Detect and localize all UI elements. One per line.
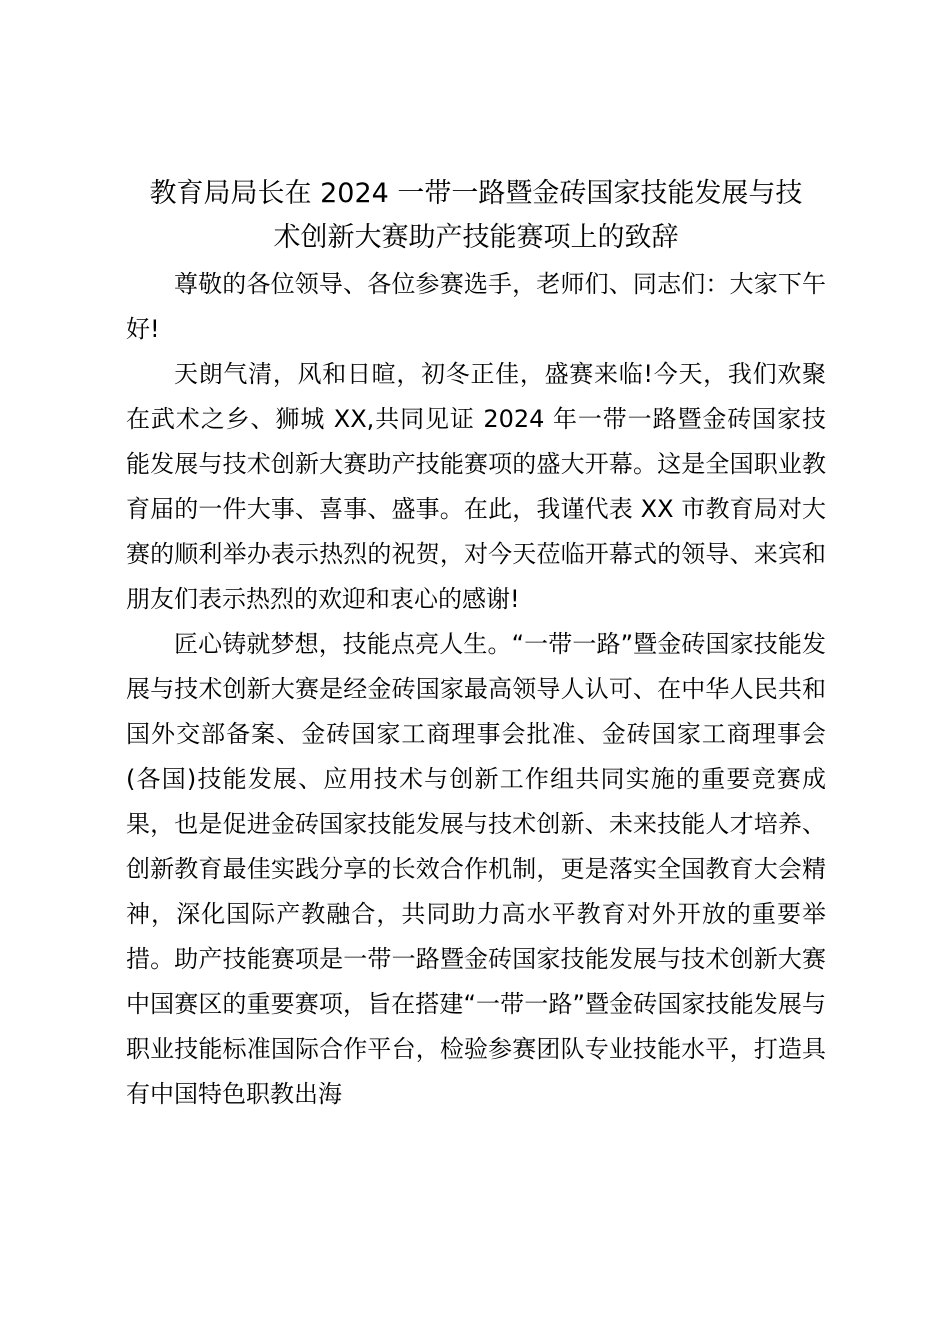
document-page bbox=[126, 172, 826, 1117]
title-line-2: 术创新大赛助产技能赛项上的致辞 bbox=[273, 222, 679, 253]
title-line-1: 教育局局长在 2024 一带一路暨金砖国家技能发展与技 bbox=[149, 178, 803, 209]
opening-paragraph: 天朗气清，风和日暄，初冬正佳，盛赛来临!今天，我们欢聚在武术之乡、狮城 XX,共同见证 2024 年一带一路暨金砖国家技能发展与技术创新大赛助产技能赛项的盛大开幕。这是全国职业教育届的一件大事、喜事、盛事。在此，我谨代表 XX 市教育局对大赛的顺利举办表示热烈的祝贺，对今天莅临开幕式的领导、来宾和朋友们表示热烈的欢迎和衷心的感谢! bbox=[126, 360, 826, 613]
competition-intro-paragraph: 匠心铸就梦想，技能点亮人生。“一带一路”暨金砖国家技能发展与技术创新大赛是经金砖国家最高领导人认可、在中华人民共和国外交部备案、金砖国家工商理事会批准、金砖国家工商理事会(各国)技能发展、应用技术与创新工作组共同实施的重要竞赛成果，也是促进金砖国家技能发展与技术创新、未来技能人才培养、创新教育最佳实践分享的长效合作机制，更是落实全国教育大会精神，深化国际产教融合，共同助力高水平教育对外开放的重要举措。助产技能赛项是一带一路暨金砖国家技能发展与技术创新大赛中国赛区的重要赛项，旨在搭建“一带一路”暨金砖国家技能发展与职业技能标准国际合作平台，检验参赛团队专业技能水平，打造具有中国特色职教出海 bbox=[126, 630, 826, 1108]
document-title bbox=[126, 172, 826, 260]
greeting-paragraph: 尊敬的各位领导、各位参赛选手，老师们、同志们：大家下午好! bbox=[126, 270, 826, 343]
